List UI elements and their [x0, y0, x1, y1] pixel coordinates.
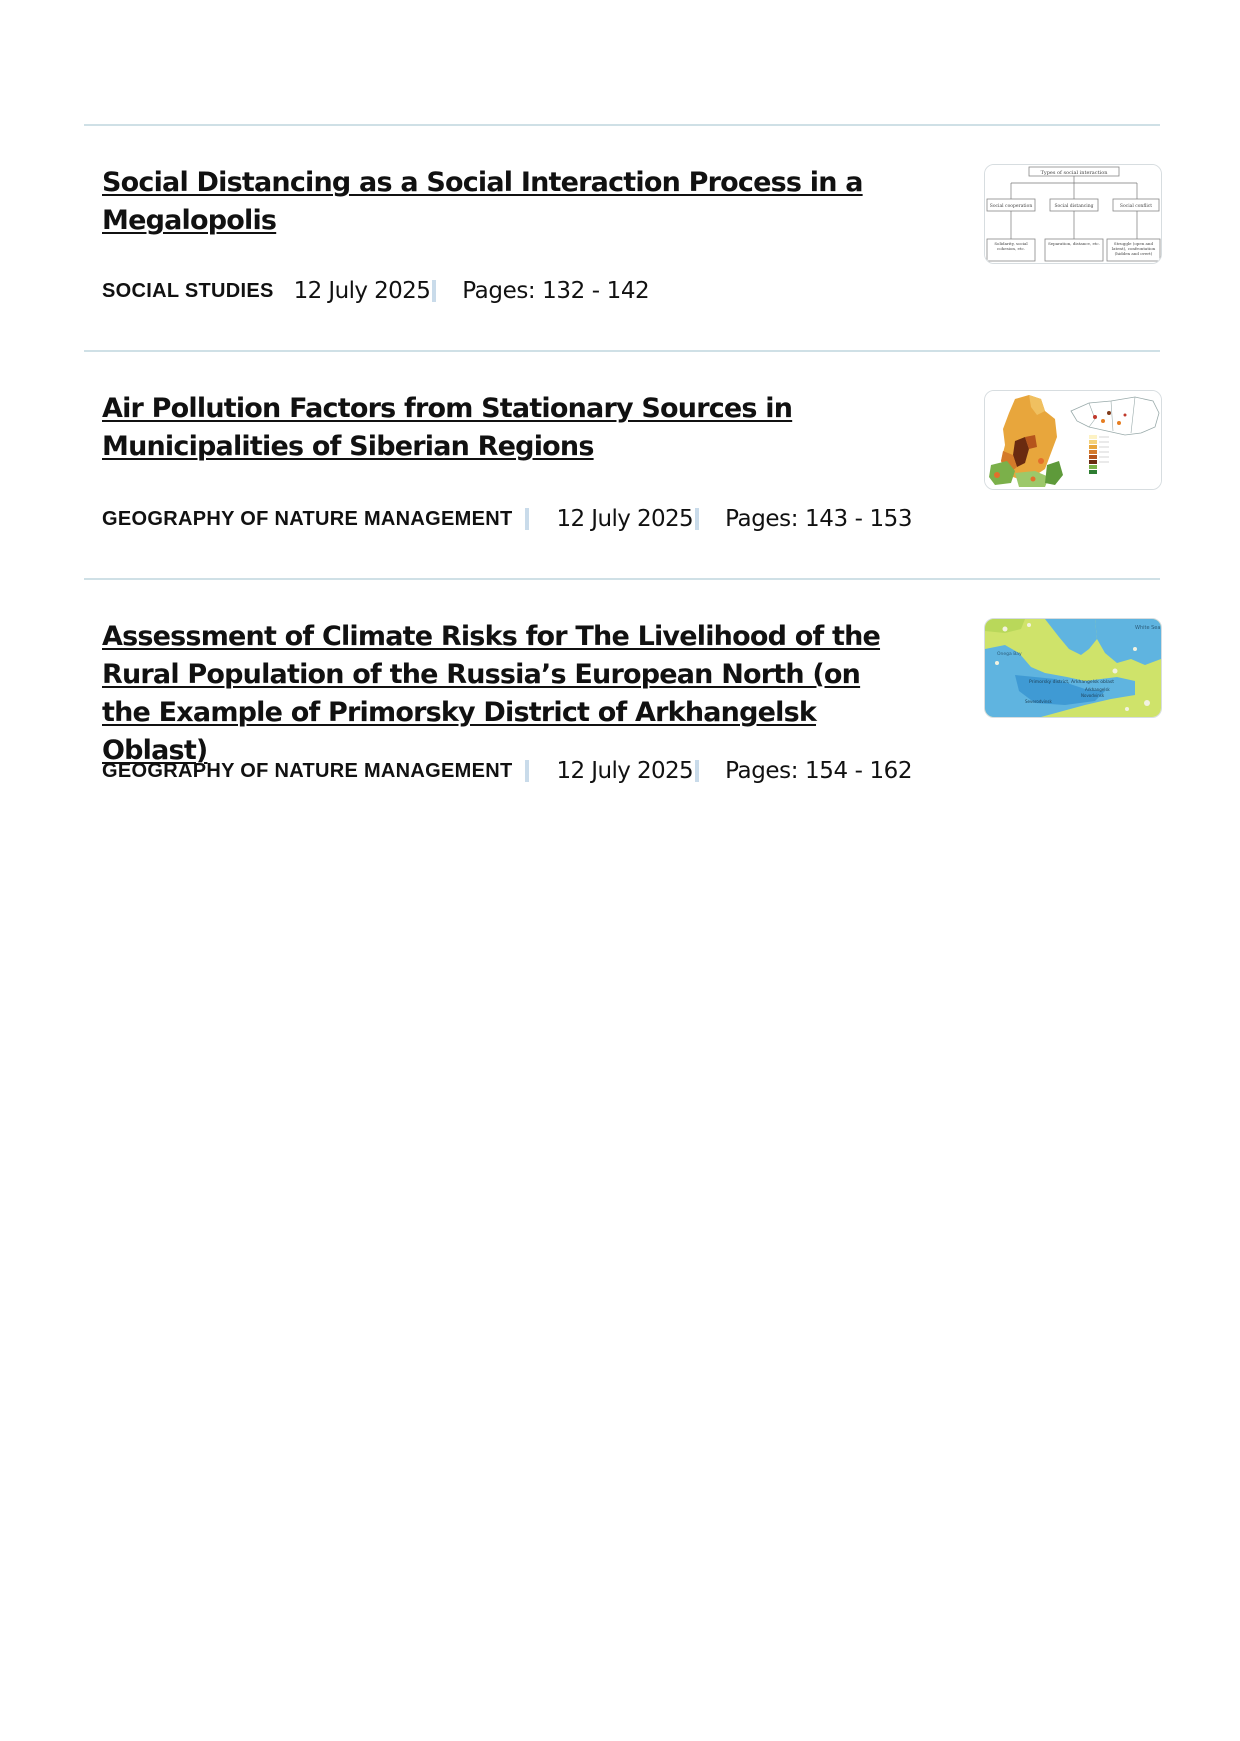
article-meta [102, 506, 912, 532]
diagram-outcome-label: Separation, distance, etc. [1048, 241, 1100, 246]
article-date: 12 July 2025 [293, 278, 431, 304]
map-city-label: Arkhangelsk [1085, 687, 1110, 692]
article-thumbnail-map[interactable] [984, 618, 1162, 718]
siberia-pollution-map-image [985, 391, 1161, 489]
article-item [84, 578, 1160, 798]
diagram-box-label: Social conflict [1119, 204, 1153, 209]
map-district-label: Primorsky district, Arkhangelsk oblast [1029, 680, 1114, 685]
article-section: GEOGRAPHY OF NATURE MANAGEMENT [102, 759, 513, 782]
diagram-box-label: Social distancing [1054, 204, 1094, 209]
article-pages: Pages: 132 - 142 [462, 278, 650, 304]
article-meta [102, 278, 649, 304]
map-city-label: Severodvinsk [1025, 699, 1052, 704]
article-list [84, 124, 1160, 798]
map-sea-label: White Sea [1135, 625, 1161, 631]
article-section: GEOGRAPHY OF NATURE MANAGEMENT [102, 507, 513, 530]
article-date: 12 July 2025 [556, 758, 694, 784]
meta-divider [525, 760, 529, 782]
article-thumbnail-diagram[interactable] [984, 164, 1162, 264]
article-item [84, 350, 1160, 578]
article-title-link[interactable]: Social Distancing as a Social Interaction Process in a Megalopolis [102, 167, 863, 236]
article-item [84, 124, 1160, 350]
meta-divider [695, 760, 699, 782]
article-title-link[interactable]: Air Pollution Factors from Stationary Sources in Municipalities of Siberian Regions [102, 393, 793, 462]
article-meta [102, 758, 912, 784]
article-thumbnail-map[interactable] [984, 390, 1162, 490]
diagram-thumbnail-image [985, 165, 1161, 263]
meta-divider [525, 508, 529, 530]
map-bay-label: Onega Bay [997, 652, 1022, 657]
diagram-top-label: Types of social interaction [1040, 170, 1108, 176]
diagram-outcome-label: Solidarity, social cohesion, etc. [994, 241, 1028, 251]
diagram-box-label: Social cooperation [989, 204, 1033, 209]
diagram-outcome-label: Struggle (open and latent), confrontation (hidden and overt) [1111, 241, 1156, 256]
article-section: SOCIAL STUDIES [102, 279, 274, 302]
meta-divider [695, 508, 699, 530]
meta-divider [432, 280, 436, 302]
arkhangelsk-map-image [985, 619, 1161, 717]
article-pages: Pages: 143 - 153 [725, 506, 913, 532]
article-pages: Pages: 154 - 162 [725, 758, 913, 784]
article-date: 12 July 2025 [556, 506, 694, 532]
map-city-label: Novodvinsk [1081, 693, 1105, 698]
article-title-link[interactable]: Assessment of Climate Risks for The Livelihood of the Rural Population of the Russia’s European North (on the Example of Primorsky District of Arkhangelsk Oblast) [102, 621, 881, 766]
